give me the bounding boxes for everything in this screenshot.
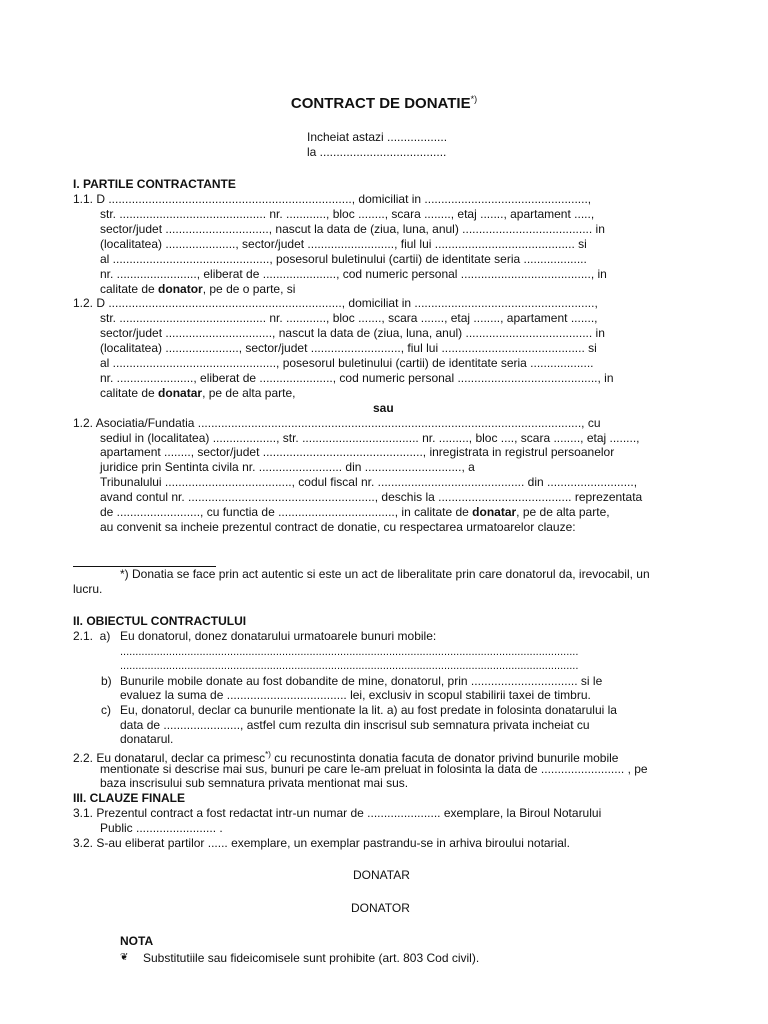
- clause-2-2-text: 2.2. Eu donatarul, declar ca primesc: [73, 751, 266, 765]
- clause-2-1-a-number: 2.1. a): [73, 629, 111, 643]
- association-line: Tribunalului ......................................, codul fiscal nr. ............................................ din ..........................,: [100, 475, 638, 489]
- role-suffix: , pe de alta parte,: [202, 386, 296, 400]
- association-role-line: [100, 505, 610, 520]
- or-separator: sau: [373, 401, 394, 415]
- party1-line: str. ............................................ nr. ............, bloc ........, scara ........, etaj ......., apartament .....,: [100, 207, 595, 221]
- items-dotted-line: ......................................................................................................................................................: [120, 646, 579, 658]
- party2-role-line: [100, 386, 295, 401]
- clause-2-1-b-line: evaluez la suma de .................................... lei, exclusiv in scopul stabilirii taxei de timbru.: [120, 688, 591, 702]
- nota-text: Substitutiile sau fideicomisele sunt prohibite (art. 803 Cod civil).: [143, 951, 480, 965]
- party1-line: nr. ........................, eliberat de ......................, cod numeric personal ......................................., in: [100, 267, 607, 281]
- party1-role-line: [100, 282, 295, 297]
- party2-line: sector/judet ................................, nascut la data de (ziua, luna, anul) ...................................... in: [100, 326, 605, 340]
- association-line: avand contul nr. ........................................................, deschis la ........................................ reprezentata: [100, 490, 643, 504]
- clause-2-1-b-line: Bunurile mobile donate au fost dobandite de mine, donatorul, prin ................................ si le: [120, 674, 603, 688]
- role-suffix: , pe de alta parte,: [516, 505, 610, 519]
- role-donatar: donatar: [472, 505, 517, 519]
- clause-2-1-a-text: Eu donatorul, donez donatarului urmatoarele bunuri mobile:: [120, 629, 437, 643]
- clause-2-1-c-line: data de ......................., astfel cum rezulta din inscrisul sub semnatura privata incheiat cu: [120, 718, 590, 732]
- association-line: apartament ........, sector/judet ................................................, inregistrata in registrul persoanelor: [100, 445, 615, 459]
- role-prefix: calitate de: [100, 386, 159, 400]
- footnote-line: *) Donatia se face prin act autentic si este un act de liberalitate prin care donatorul da, irevocabil, un: [120, 567, 650, 581]
- role-prefix: de ........................., cu functia de ..................................., in calitate de: [100, 505, 473, 519]
- title-footnote-marker: *): [470, 94, 478, 104]
- clause-2-2-text: cu recunostinta donatia facuta de donator privind bunurile mobile: [270, 751, 619, 765]
- association-line: 1.2. Asociatia/Fundatia ..................................................................................................................., cu: [73, 416, 601, 430]
- role-donator: donator: [158, 282, 203, 296]
- party2-line: al ................................................., posesorul buletinului (cartii) de identitate seria ...................: [100, 356, 594, 370]
- clause-3-1-line: 3.1. Prezentul contract a fost redactat intr-un numar de ...................... exemplare, la Biroul Notarului: [73, 806, 602, 820]
- party2-line: nr. ......................., eliberat de ......................, cod numeric personal .........................................., in: [100, 371, 614, 385]
- signature-donatar: DONATAR: [353, 868, 410, 882]
- title-text: CONTRACT DE DONATIE: [290, 95, 471, 112]
- date-line: Incheiat astazi ..................: [307, 130, 448, 144]
- association-line: juridice prin Sentinta civila nr. ......................... din ............................., a: [100, 460, 475, 474]
- party2-line: 1.2. D ......................................................................, domiciliat in ......................................................,: [73, 296, 598, 310]
- nota-heading: NOTA: [120, 934, 154, 948]
- place-line: la ......................................: [307, 145, 447, 159]
- clause-3-2-line: 3.2. S-au eliberat partilor ...... exemplare, un exemplar pastrandu-se in arhiva biroului notarial.: [73, 836, 570, 850]
- role-suffix: , pe de o parte, si: [202, 282, 296, 296]
- party2-line: str. ............................................ nr. ............, bloc ......., scara ......., etaj ........, apartament .......,: [100, 311, 598, 325]
- role-donatar: donatar: [158, 386, 203, 400]
- clause-2-1-c-label: c): [101, 703, 111, 717]
- section-3-heading: III. CLAUZE FINALE: [73, 791, 185, 805]
- clause-2-1-b-label: b): [101, 674, 112, 688]
- footnote-marker: *): [265, 750, 271, 759]
- footnote-line: lucru.: [73, 582, 103, 596]
- signature-donator: DONATOR: [351, 901, 410, 915]
- clause-2-2-line: mentionate si descrise mai sus, bunuri pe care le-am preluat in folosinta la data de ......................... , pe: [100, 762, 648, 776]
- party1-line: (localitatea) ....................., sector/judet .........................., fiul lui .......................................... si: [100, 237, 587, 251]
- clause-2-1-c-line: donatarul.: [120, 732, 174, 746]
- party1-line: sector/judet ..............................., nascut la data de (ziua, luna, anul) ....................................... in: [100, 222, 605, 236]
- bullet-icon: ❦: [120, 952, 129, 963]
- document-title: [0, 92, 768, 111]
- party1-line: 1.1. D ........................................................................., domiciliat in .................................................,: [73, 192, 592, 206]
- clause-2-1-c-line: Eu, donatorul, declar ca bunurile mentionate la lit. a) au fost predate in folosinta donatarului la: [120, 703, 617, 717]
- party2-line: (localitatea) ......................, sector/judet ..........................., fiul lui ........................................... si: [100, 341, 597, 355]
- clause-2-2-line: baza inscrisului sub semnatura privata mentionat mai sus.: [100, 776, 409, 790]
- party1-line: al ..............................................., posesorul buletinului (cartii) de identitate seria ...................: [100, 252, 587, 266]
- section-1-heading: I. PARTILE CONTRACTANTE: [73, 177, 236, 191]
- items-dotted-line: ......................................................................................................................................................: [120, 660, 579, 672]
- role-prefix: calitate de: [100, 282, 159, 296]
- clause-3-1-line: Public ........................ .: [100, 821, 223, 835]
- association-line: sediul in (localitatea) ..................., str. ................................... nr. ........., bloc ...., scara ........, etaj ........,: [100, 431, 640, 445]
- agreement-line: au convenit sa incheie prezentul contract de donatie, cu respectarea urmatoarelor clauze:: [100, 520, 576, 534]
- section-2-heading: II. OBIECTUL CONTRACTULUI: [73, 614, 247, 628]
